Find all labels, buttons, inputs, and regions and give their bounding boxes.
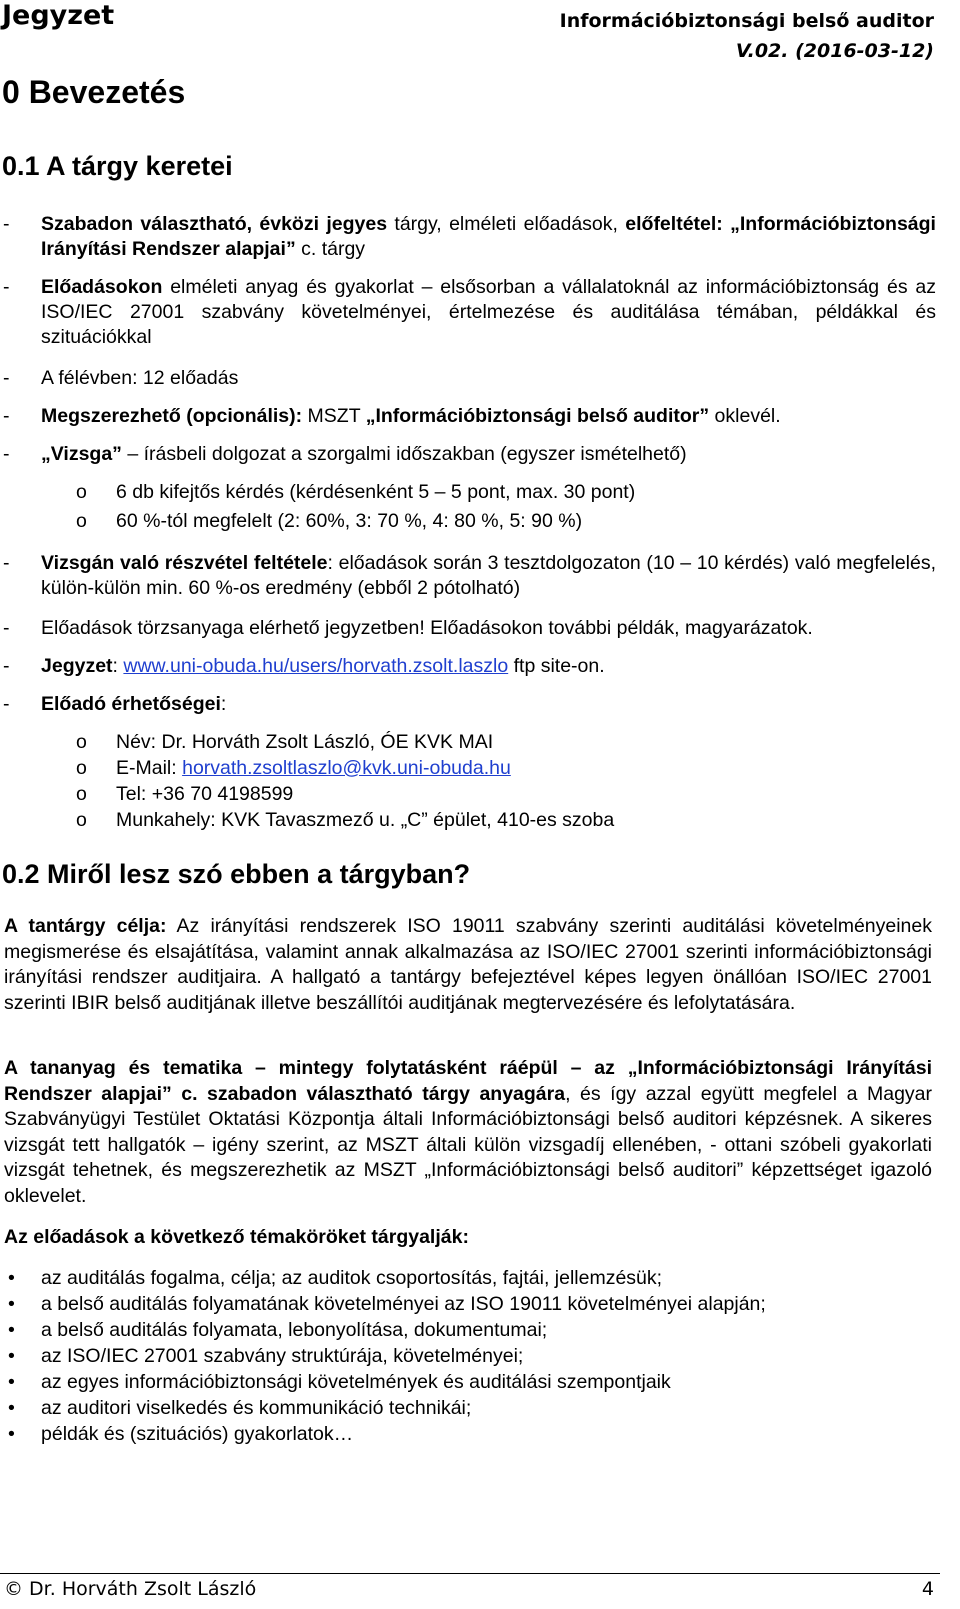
notes-link[interactable]: www.uni-obuda.hu/users/horvath.zsolt.laszlo bbox=[123, 655, 509, 677]
page-header bbox=[0, 0, 960, 70]
topic-item: • a belső auditálás folyamata, lebonyolítása, dokumentumai; bbox=[8, 1319, 548, 1341]
header-right bbox=[560, 6, 934, 66]
bullet-marker: • bbox=[8, 1293, 15, 1315]
sub-marker: o bbox=[76, 757, 87, 779]
sub-marker: o bbox=[76, 809, 87, 831]
topics-heading: Az előadások a következő témaköröket tárgyalják: bbox=[4, 1226, 469, 1248]
list-item: - A félévben: 12 előadás bbox=[3, 367, 239, 389]
sub-marker: o bbox=[76, 481, 87, 503]
bullet-marker: • bbox=[8, 1423, 15, 1445]
topic-item: • az auditálás fogalma, célja; az auditok csoportosítás, fajtái, jellemzésük; bbox=[8, 1267, 663, 1289]
list-item: - Előadásokon elméleti anyag és gyakorlat – elsősorban a vállalatoknál az információbiztonság és az ISO/IEC 27001 szabvány követelményei, értelmezése és auditálása témában, példákkal és szituációkkal bbox=[3, 276, 936, 348]
footer-divider bbox=[0, 1573, 940, 1574]
dash-marker: - bbox=[3, 213, 10, 235]
footer-copyright: © Dr. Horváth Zsolt László bbox=[4, 1578, 257, 1600]
chapter-heading: 0 Bevezetés bbox=[2, 74, 186, 110]
dash-marker: - bbox=[3, 276, 10, 298]
topic-item: • az auditori viselkedés és kommunikáció technikái; bbox=[8, 1397, 472, 1419]
topic-item: • az egyes információbiztonsági követelmények és auditálási szempontjaik bbox=[8, 1371, 671, 1393]
page-number: 4 bbox=[921, 1578, 934, 1600]
bullet-marker: • bbox=[8, 1267, 15, 1289]
sub-list-item: o Munkahely: KVK Tavaszmező u. „C” épület, 410-es szoba bbox=[76, 809, 615, 831]
sub-list-item: o E-Mail: horvath.zsoltlaszlo@kvk.uni-obuda.hu bbox=[76, 757, 511, 779]
dash-marker: - bbox=[3, 693, 10, 715]
list-item: - Előadások törzsanyaga elérhető jegyzetben! Előadásokon további példák, magyarázatok. bbox=[3, 617, 813, 639]
paragraph-goal: A tantárgy célja: Az irányítási rendszerek ISO 19011 szabvány szerinti auditálási követelményeinek megismerése és elsajátítása, valamint annak alkalmazása az ISO/IEC 27001 szerinti információbiztonsági irányítási rendszer auditjaira. A hallgató a tantárgy befejeztével képes legyen önállóan ISO/IEC 27001 szerinti IBIR belső auditjának illetve beszállítói auditjának megtervezésére és lefolytatására. bbox=[4, 915, 932, 1014]
sub-list-item: o Név: Dr. Horváth Zsolt László, ÓE KVK MAI bbox=[76, 731, 494, 753]
sub-marker: o bbox=[76, 731, 87, 753]
bullet-marker: • bbox=[8, 1371, 15, 1393]
section-heading-0-1: 0.1 A tárgy keretei bbox=[2, 151, 233, 181]
dash-marker: - bbox=[3, 552, 10, 574]
paragraph-curriculum: A tananyag és tematika – mintegy folytatásként ráépül – az „Információbiztonsági Irányítási Rendszer alapjai” c. szabadon választható tárgy anyagára, és így azzal együtt megfelel a Magyar Szabványügyi Testület Oktatási Központja általi Információbiztonsági belső auditori képzésnek. A sikeres vizsgát tett hallgatók – igény szerint, az MSZT általi külön vizsgadíj ellenében, - ottani szóbeli gyakorlati vizsgát tehetnek, és megszerezhetik az MSZT „Információbiztonsági belső auditori” képzettséget igazoló oklevelet. bbox=[4, 1057, 932, 1207]
header-version: V.02. (2016-03-12) bbox=[735, 40, 934, 62]
sub-list-item: o 60 %-tól megfelelt (2: 60%, 3: 70 %, 4: 80 %, 5: 90 %) bbox=[76, 510, 583, 532]
bullet-marker: • bbox=[8, 1397, 15, 1419]
list-item: - „Vizsga” – írásbeli dolgozat a szorgalmi időszakban (egyszer ismételhető) bbox=[3, 443, 687, 465]
list-item: - Szabadon választható, évközi jegyes tárgy, elméleti előadások, előfeltétel: „Információbiztonsági Irányítási Rendszer alapjai” c. tárgy bbox=[3, 213, 936, 260]
dash-marker: - bbox=[3, 443, 10, 465]
list-item: - Megszerezhető (opcionális): MSZT „Információbiztonsági belső auditor” oklevél. bbox=[3, 405, 781, 427]
bullet-marker: • bbox=[8, 1319, 15, 1341]
list-item: - Vizsgán való részvétel feltétele: előadások során 3 tesztdolgozaton (10 – 10 kérdés) való megfelelés, külön-külön min. 60 %-os eredmény (ebből 2 pótolható) bbox=[3, 552, 937, 599]
sub-list-item: o Tel: +36 70 4198599 bbox=[76, 783, 294, 805]
topic-item: • a belső auditálás folyamatának követelményei az ISO 19011 követelményei alapján; bbox=[8, 1293, 766, 1315]
header-title: Jegyzet bbox=[2, 0, 115, 31]
dash-marker: - bbox=[3, 405, 10, 427]
section-heading-0-2: 0.2 Miről lesz szó ebben a tárgyban? bbox=[2, 859, 471, 889]
list-item: - Előadó érhetőségei: bbox=[3, 693, 227, 715]
list-item: - Jegyzet: www.uni-obuda.hu/users/horvath.zsolt.laszlo ftp site-on. bbox=[3, 655, 605, 677]
header-course: Információbiztonsági belső auditor bbox=[559, 10, 934, 32]
dash-marker: - bbox=[3, 617, 10, 639]
dash-marker: - bbox=[3, 367, 10, 389]
sub-marker: o bbox=[76, 510, 87, 532]
topic-item: • az ISO/IEC 27001 szabvány struktúrája, követelményei; bbox=[8, 1345, 524, 1367]
sub-marker: o bbox=[76, 783, 87, 805]
dash-marker: - bbox=[3, 655, 10, 677]
bullet-marker: • bbox=[8, 1345, 15, 1367]
sub-list-item: o 6 db kifejtős kérdés (kérdésenként 5 – 5 pont, max. 30 pont) bbox=[76, 481, 636, 503]
email-link[interactable]: horvath.zsoltlaszlo@kvk.uni-obuda.hu bbox=[182, 757, 511, 779]
topic-item: • példák és (szituációs) gyakorlatok… bbox=[8, 1423, 354, 1445]
